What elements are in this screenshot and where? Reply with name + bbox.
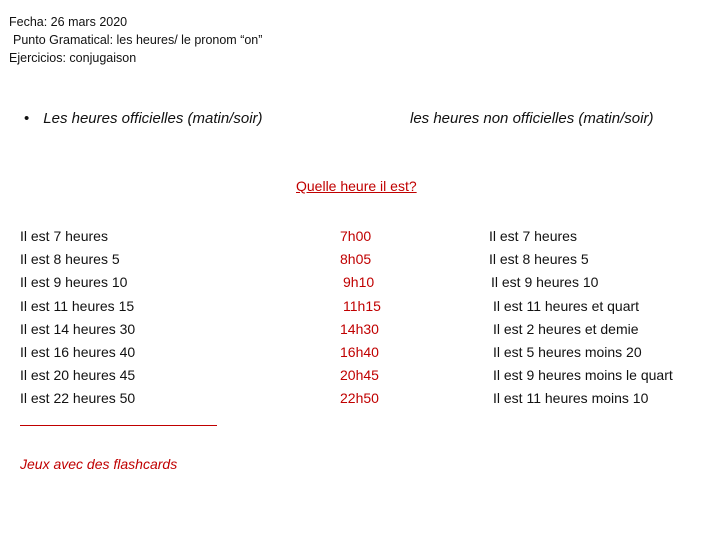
exercises-line: Ejercicios: conjugaison <box>9 51 137 65</box>
list-item: Il est 11 heures 15 <box>20 297 135 314</box>
list-item: 16h40 <box>340 343 379 360</box>
list-item: Il est 8 heures 5 <box>20 251 120 268</box>
official-hours-heading <box>24 110 263 127</box>
unofficial-hours-heading: les heures non officielles (matin/soir) <box>410 110 654 127</box>
list-item: 20h45 <box>340 367 379 384</box>
slide-header <box>9 13 262 67</box>
list-item: Il est 20 heures 45 <box>20 367 136 384</box>
official-hours-label: Les heures officielles (matin/soir) <box>43 110 263 127</box>
question-link[interactable]: Quelle heure il est? <box>296 178 417 194</box>
list-item: Il est 22 heures 50 <box>20 390 136 407</box>
list-item: Il est 7 heures <box>20 228 108 244</box>
list-item: Il est 2 heures et demie <box>493 320 639 337</box>
list-item: Il est 11 heures et quart <box>493 297 640 314</box>
official-phrases-list <box>20 225 135 411</box>
list-item: Il est 5 heures moins 20 <box>493 343 642 360</box>
list-item: 8h05 <box>340 251 372 268</box>
list-item: Il est 8 heures 5 <box>489 251 589 268</box>
list-item: Il est 9 heures 10 <box>20 274 128 291</box>
flashcards-link[interactable]: Jeux avec des flashcards <box>20 456 178 472</box>
list-item: 7h00 <box>340 228 372 244</box>
date-line: Fecha: 26 mars 2020 <box>9 15 128 29</box>
list-item: Il est 9 heures 10 <box>491 274 599 291</box>
digital-times-list <box>340 225 381 411</box>
list-item: Il est 9 heures moins le quart <box>493 367 673 384</box>
list-item: 9h10 <box>343 274 375 291</box>
bullet-icon: • <box>24 110 30 127</box>
divider-line <box>20 425 217 426</box>
unofficial-phrases-list <box>489 225 673 411</box>
list-item: Il est 14 heures 30 <box>20 320 136 337</box>
list-item: 11h15 <box>343 297 381 314</box>
list-item: Il est 7 heures <box>489 228 577 244</box>
list-item: 22h50 <box>340 390 379 407</box>
list-item: Il est 16 heures 40 <box>20 343 136 360</box>
list-item: Il est 11 heures moins 10 <box>493 390 649 407</box>
list-item: 14h30 <box>340 320 379 337</box>
grammar-point-line: Punto Gramatical: les heures/ le pronom “on” <box>13 33 263 47</box>
